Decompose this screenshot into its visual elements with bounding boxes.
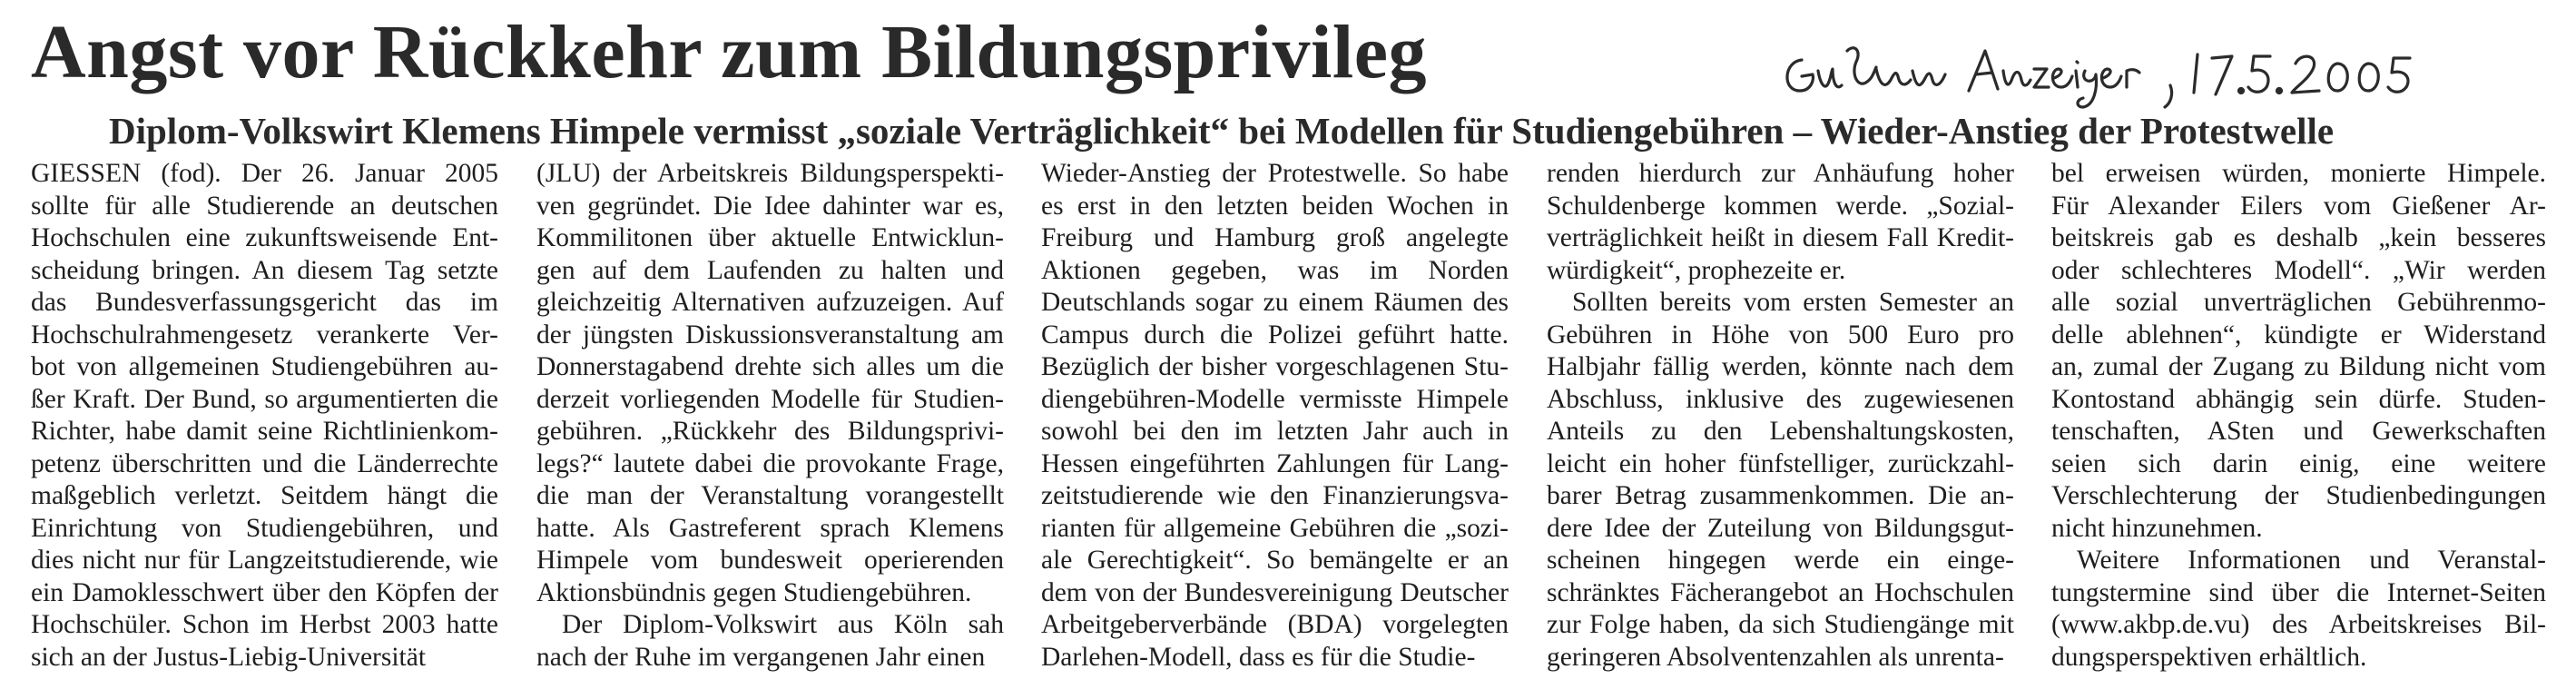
text-line: Aktionen gegeben, was im Norden xyxy=(1041,255,1509,285)
text-line: Für Alexander Eilers vom Gießener Ar- xyxy=(2051,191,2546,221)
text-line: bot von allgemeinen Studiengebühren au- xyxy=(31,352,498,381)
text-line: delle ablehnen“, kündigte er Widerstand xyxy=(2051,320,2546,349)
text-line: oder schlechteres Modell“. „Wir werden xyxy=(2051,255,2546,285)
text-line: Arbeitgeberverbände (BDA) vorgelegten xyxy=(1041,610,1509,639)
text-line: dies nicht nur für Langzeitstudierende, wie xyxy=(31,546,498,575)
text-line: geringeren Absolventenzahlen als unrenta- xyxy=(1547,642,2004,672)
text-line: rianten für allgemeine Gebühren die „sozi- xyxy=(1041,513,1509,543)
text-line: Der Diplom-Volkswirt aus Köln sah xyxy=(562,610,1004,639)
text-line: nach der Ruhe im vergangenen Jahr einen xyxy=(536,642,986,672)
text-line: Wieder-Anstieg der Protestwelle. So habe xyxy=(1041,159,1509,188)
article-body xyxy=(31,158,2563,689)
text-line: seien sich darin einig, eine weitere xyxy=(2051,448,2546,478)
text-line: Sollten bereits vom ersten Semester an xyxy=(1572,288,2014,317)
text-line: ein Damoklesschwert über den Köpfen der xyxy=(31,577,498,607)
handwritten-source-note xyxy=(1775,34,2537,116)
column-4 xyxy=(1547,158,2014,684)
text-line: alle sozial unverträglichen Gebührenmo- xyxy=(2051,288,2546,317)
text-line: dem von der Bundesvereinigung Deutscher xyxy=(1041,577,1509,607)
text-line: hatte. Als Gastreferent sprach Klemens xyxy=(536,513,1004,543)
text-line: bel erweisen würden, monierte Himpele. xyxy=(2051,159,2546,188)
text-line: Hochschulen eine zukunftsweisende Ent- xyxy=(31,223,498,252)
text-line: Weitere Informationen und Veranstal- xyxy=(2077,546,2546,575)
text-line: derzeit vorliegenden Modelle für Studien- xyxy=(536,384,1004,414)
text-line: Deutschlands sogar zu einem Räumen des xyxy=(1041,288,1509,317)
text-line: sowohl bei den im letzten Jahr auch in xyxy=(1041,417,1509,446)
column-2-text xyxy=(536,158,1004,674)
text-line: diengebühren-Modelle vermisste Himpele xyxy=(1041,384,1509,414)
text-line: Hessen eingeführten Zahlungen für Lang- xyxy=(1041,448,1509,478)
column-4-text xyxy=(1547,158,2014,674)
text-line: der jüngsten Diskussionsveranstaltung am xyxy=(536,320,1004,349)
text-line: (www.akbp.de.vu) des Arbeitskreises Bil- xyxy=(2051,610,2546,639)
text-line: es erst in den letzten beiden Wochen in xyxy=(1041,191,1509,221)
text-line: gleichzeitig Alternativen aufzuzeigen. Auf xyxy=(536,288,1004,317)
text-line: schränktes Fächerangebot an Hochschulen xyxy=(1547,577,2014,607)
text-line: Richter, habe damit seine Richtlinienkom- xyxy=(31,417,498,446)
text-line: Hochschüler. Schon im Herbst 2003 hatte xyxy=(31,610,498,639)
text-line: Gebühren in Höhe von 500 Euro pro xyxy=(1547,320,2014,349)
text-line: renden hierdurch zur Anhäufung hoher xyxy=(1547,159,2014,188)
text-line: Himpele vom bundesweit operierenden xyxy=(536,546,1004,575)
column-5-text xyxy=(2051,158,2546,674)
text-line: an, zumal der Zugang zu Bildung nicht vom xyxy=(2051,352,2546,381)
text-line: gen auf dem Laufenden zu halten und xyxy=(536,255,1004,285)
column-3-text xyxy=(1041,158,1509,674)
text-line: ale Gerechtigkeit“. So bemängelte er an xyxy=(1041,546,1509,575)
text-line: tungstermine sind über die Internet-Seiten xyxy=(2051,577,2546,607)
text-line: Verschlechterung der Studienbedingungen xyxy=(2051,481,2546,510)
text-line: scheidung bringen. An diesem Tag setzte xyxy=(31,255,498,285)
text-line: Aktionsbündnis gegen Studiengebühren. xyxy=(536,577,972,607)
text-line: petenz überschritten und die Länderrechte xyxy=(31,448,498,478)
text-line: die man der Veranstaltung vorangestellt xyxy=(536,481,1004,510)
text-line: ven gegründet. Die Idee dahinter war es, xyxy=(536,191,1004,221)
text-line: GIESSEN (fod). Der 26. Januar 2005 xyxy=(31,159,498,188)
column-1-text xyxy=(31,158,498,674)
text-line: leicht ein hoher fünfstelliger, zurückzahl- xyxy=(1547,448,2014,478)
text-line: Kommilitonen über aktuelle Entwicklun- xyxy=(536,223,1004,252)
text-line: dere Idee der Zuteilung von Bildungsgut- xyxy=(1547,513,2014,543)
text-line: Freiburg und Hamburg groß angelegte xyxy=(1041,223,1509,252)
text-line: Hochschulrahmengesetz verankerte Ver- xyxy=(31,320,498,349)
text-line: nicht hinzunehmen. xyxy=(2051,513,2263,543)
column-3 xyxy=(1041,158,1509,684)
text-line: zur Folge haben, da sich Studiengänge mit xyxy=(1547,610,2014,639)
text-line: Donnerstagabend drehte sich alles um die xyxy=(536,352,1004,381)
text-line: Darlehen-Modell, dass es für die Studie- xyxy=(1041,642,1476,672)
text-line: sich an der Justus-Liebig-Universität xyxy=(31,642,427,672)
text-line: Kontostand abhängig sein dürfe. Studen- xyxy=(2051,384,2546,414)
text-line: Schuldenberge kommen werde. „Sozial- xyxy=(1547,191,2014,221)
text-line: maßgeblich verletzt. Seitdem hängt die xyxy=(31,481,498,510)
text-line: tenschaften, ASten und Gewerkschaften xyxy=(2051,417,2546,446)
text-line: Halbjahr fällig werden, könnte nach dem xyxy=(1547,352,2014,381)
text-line: barer Betrag zusammenkommen. Die an- xyxy=(1547,481,2014,510)
text-line: zeitstudierende wie den Finanzierungsva- xyxy=(1041,481,1509,510)
text-line: dungsperspektiven erhältlich. xyxy=(2051,642,2367,672)
text-line: scheinen hingegen werde ein einge- xyxy=(1547,546,2014,575)
text-line: legs?“ lautete dabei die provokante Frage, xyxy=(536,448,1004,478)
text-line: Campus durch die Polizei geführt hatte. xyxy=(1041,320,1509,349)
column-2 xyxy=(536,158,1004,684)
text-line: Bezüglich der bisher vorgeschlagenen Stu- xyxy=(1041,352,1509,381)
subheadline: Diplom-Volkswirt Klemens Himpele vermisst „soziale Verträglichkeit“ bei Modellen für Studiengebühren – Wieder-Anstieg der Protestwelle xyxy=(109,110,2335,152)
text-line: sollte für alle Studierende an deutschen xyxy=(31,191,498,221)
text-line: verträglichkeit heißt in diesem Fall Kredit- xyxy=(1547,223,2014,252)
column-1 xyxy=(31,158,498,684)
text-line: Abschluss, inklusive des zugewiesenen xyxy=(1547,384,2014,414)
text-line: Einrichtung von Studiengebühren, und xyxy=(31,513,498,543)
text-line: ßer Kraft. Der Bund, so argumentierten die xyxy=(31,384,498,414)
text-line: Anteils zu den Lebenshaltungskosten, xyxy=(1547,417,2014,446)
column-5 xyxy=(2051,158,2546,684)
text-line: würdigkeit“, prophezeite er. xyxy=(1547,255,1846,285)
text-line: das Bundesverfassungsgericht das im xyxy=(31,288,498,317)
text-line: gebühren. „Rückkehr des Bildungsprivi- xyxy=(536,417,1004,446)
text-line: beitskreis gab es deshalb „kein besseres xyxy=(2051,223,2546,252)
text-line: (JLU) der Arbeitskreis Bildungsperspekti- xyxy=(536,159,1004,188)
headline: Angst vor Rückkehr zum Bildungsprivileg xyxy=(31,10,1427,94)
